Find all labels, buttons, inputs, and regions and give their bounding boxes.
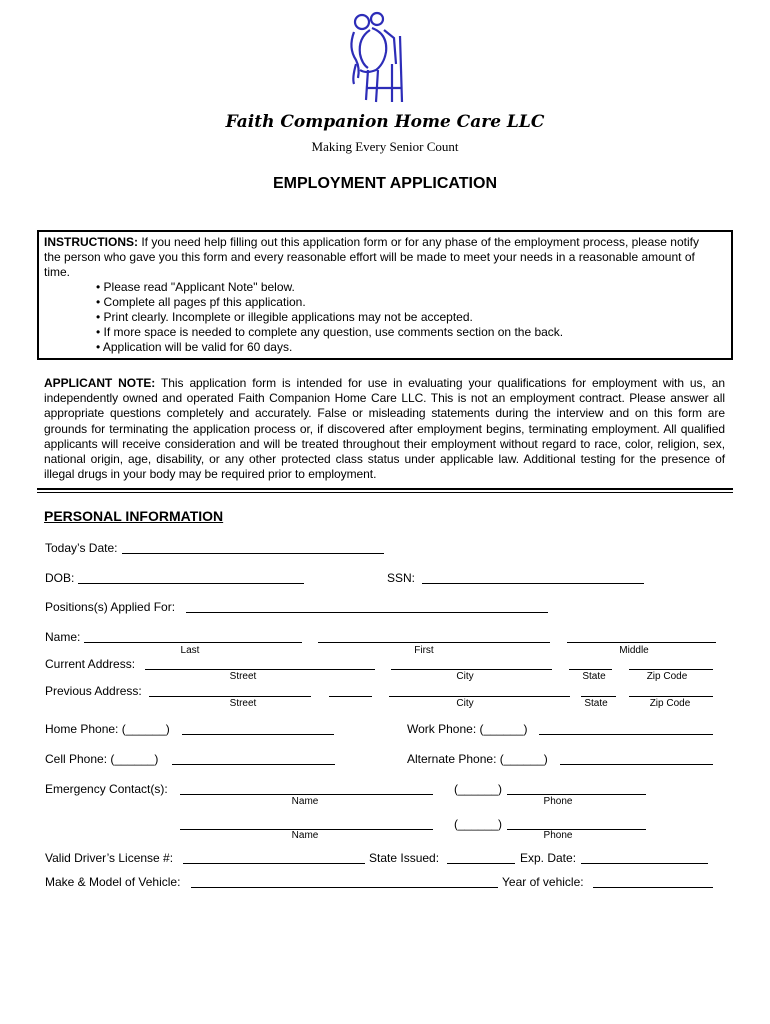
drivers-license-field[interactable] bbox=[183, 852, 365, 864]
alternate-phone-label: Alternate Phone: (______) bbox=[407, 752, 548, 766]
emergency-name-field-1[interactable] bbox=[180, 783, 433, 795]
current-city-field[interactable] bbox=[391, 658, 552, 670]
emergency-name-field-2[interactable] bbox=[180, 818, 433, 830]
dob-label: DOB: bbox=[45, 571, 75, 585]
phone-caption: Phone bbox=[543, 830, 573, 841]
instruction-item: • If more space is needed to complete any question, use comments section on the back. bbox=[96, 325, 704, 340]
applicant-note-text: This application form is intended for use in evaluating your qualifications for employment with us, an independently owned and operated Faith Companion Home Care LLC. This is not an employment contract. Please answer all appropriate questions completely and accurately. False or misleading statements during the interview and on this form are grounds for terminating the application process or, if discovered after employment begins, terminating employment. All qualified applicants will receive consideration and will be treated throughout their employment without regard to race, color, religion, sex, national origin, age, disability, or any other protected class status under applicable law. Additional testing for the presence of illegal drugs in your body may be required prior to employment. bbox=[44, 376, 725, 482]
street-caption: Street bbox=[229, 671, 257, 682]
exp-date-field[interactable] bbox=[581, 852, 708, 864]
dob-field[interactable] bbox=[78, 572, 304, 584]
home-phone-label: Home Phone: (______) bbox=[45, 722, 170, 736]
previous-zip-field[interactable] bbox=[629, 685, 713, 697]
vehicle-year-field[interactable] bbox=[593, 876, 713, 888]
todays-date-field[interactable] bbox=[122, 542, 384, 554]
exp-date-label: Exp. Date: bbox=[520, 851, 577, 865]
ssn-field[interactable] bbox=[422, 572, 644, 584]
previous-city-field[interactable] bbox=[389, 685, 570, 697]
home-phone-field[interactable] bbox=[182, 723, 334, 735]
name-caption: Name bbox=[291, 830, 319, 841]
alternate-phone-field[interactable] bbox=[560, 753, 713, 765]
emergency-area-code-2: (______) bbox=[454, 817, 503, 831]
cell-phone-label: Cell Phone: (______) bbox=[45, 752, 159, 766]
street-caption: Street bbox=[229, 698, 257, 709]
current-zip-field[interactable] bbox=[629, 658, 713, 670]
previous-street-extra-field[interactable] bbox=[329, 685, 372, 697]
first-caption: First bbox=[414, 645, 434, 656]
company-logo bbox=[344, 8, 414, 108]
middle-caption: Middle bbox=[619, 645, 649, 656]
instructions bbox=[44, 235, 704, 355]
applicant-note bbox=[44, 376, 725, 482]
instructions-label: INSTRUCTIONS: bbox=[44, 235, 138, 249]
current-address-label: Current Address: bbox=[45, 657, 136, 671]
city-caption: City bbox=[456, 671, 474, 682]
positions-field[interactable] bbox=[186, 601, 548, 613]
applicant-note-label: APPLICANT NOTE: bbox=[44, 376, 156, 390]
work-phone-label: Work Phone: (______) bbox=[407, 722, 528, 736]
previous-address-label: Previous Address: bbox=[45, 684, 142, 698]
emergency-contact-label: Emergency Contact(s): bbox=[45, 782, 168, 796]
emergency-phone-field-1[interactable] bbox=[507, 783, 646, 795]
cell-phone-field[interactable] bbox=[172, 753, 335, 765]
city-caption: City bbox=[456, 698, 474, 709]
zip-caption: Zip Code bbox=[649, 698, 691, 709]
first-name-field[interactable] bbox=[318, 631, 550, 643]
last-caption: Last bbox=[180, 645, 200, 656]
vehicle-field[interactable] bbox=[191, 876, 498, 888]
state-caption: State bbox=[582, 671, 606, 682]
name-label: Name: bbox=[45, 630, 81, 644]
todays-date-label: Today’s Date: bbox=[45, 541, 118, 555]
phone-caption: Phone bbox=[543, 796, 573, 807]
section-divider bbox=[37, 492, 733, 493]
instruction-item: • Print clearly. Incomplete or illegible applications may not be accepted. bbox=[96, 310, 704, 325]
instruction-item: • Please read "Applicant Note" below. bbox=[96, 280, 704, 295]
instructions-text: If you need help filling out this application form or for any phase of the employment process, please notify the person who gave you this form and every reasonable effort will be made to meet your needs in a reasonable amount of time. bbox=[44, 235, 699, 279]
ssn-label: SSN: bbox=[387, 571, 416, 585]
drivers-license-label: Valid Driver’s License #: bbox=[45, 851, 174, 865]
personal-info-heading: PERSONAL INFORMATION bbox=[44, 508, 224, 524]
middle-name-field[interactable] bbox=[567, 631, 716, 643]
form-title: EMPLOYMENT APPLICATION bbox=[273, 175, 497, 192]
vehicle-year-label: Year of vehicle: bbox=[502, 875, 584, 889]
current-state-field[interactable] bbox=[569, 658, 612, 670]
company-tagline: Making Every Senior Count bbox=[311, 139, 459, 154]
state-caption: State bbox=[584, 698, 608, 709]
work-phone-field[interactable] bbox=[539, 723, 713, 735]
previous-street-field[interactable] bbox=[149, 685, 311, 697]
zip-caption: Zip Code bbox=[646, 671, 688, 682]
state-issued-label: State Issued: bbox=[369, 851, 440, 865]
emergency-phone-field-2[interactable] bbox=[507, 818, 646, 830]
current-street-field[interactable] bbox=[145, 658, 375, 670]
previous-state-field[interactable] bbox=[581, 685, 616, 697]
vehicle-label: Make & Model of Vehicle: bbox=[45, 875, 181, 889]
section-divider bbox=[37, 488, 733, 490]
last-name-field[interactable] bbox=[84, 631, 302, 643]
instructions-list bbox=[44, 280, 704, 355]
name-caption: Name bbox=[291, 796, 319, 807]
company-name: Faith Companion Home Care LLC bbox=[225, 112, 545, 132]
state-issued-field[interactable] bbox=[447, 852, 515, 864]
instruction-item: • Complete all pages pf this application. bbox=[96, 295, 704, 310]
emergency-area-code-1: (______) bbox=[454, 782, 503, 796]
positions-label: Positions(s) Applied For: bbox=[45, 600, 176, 614]
instruction-item: • Application will be valid for 60 days. bbox=[96, 340, 704, 355]
